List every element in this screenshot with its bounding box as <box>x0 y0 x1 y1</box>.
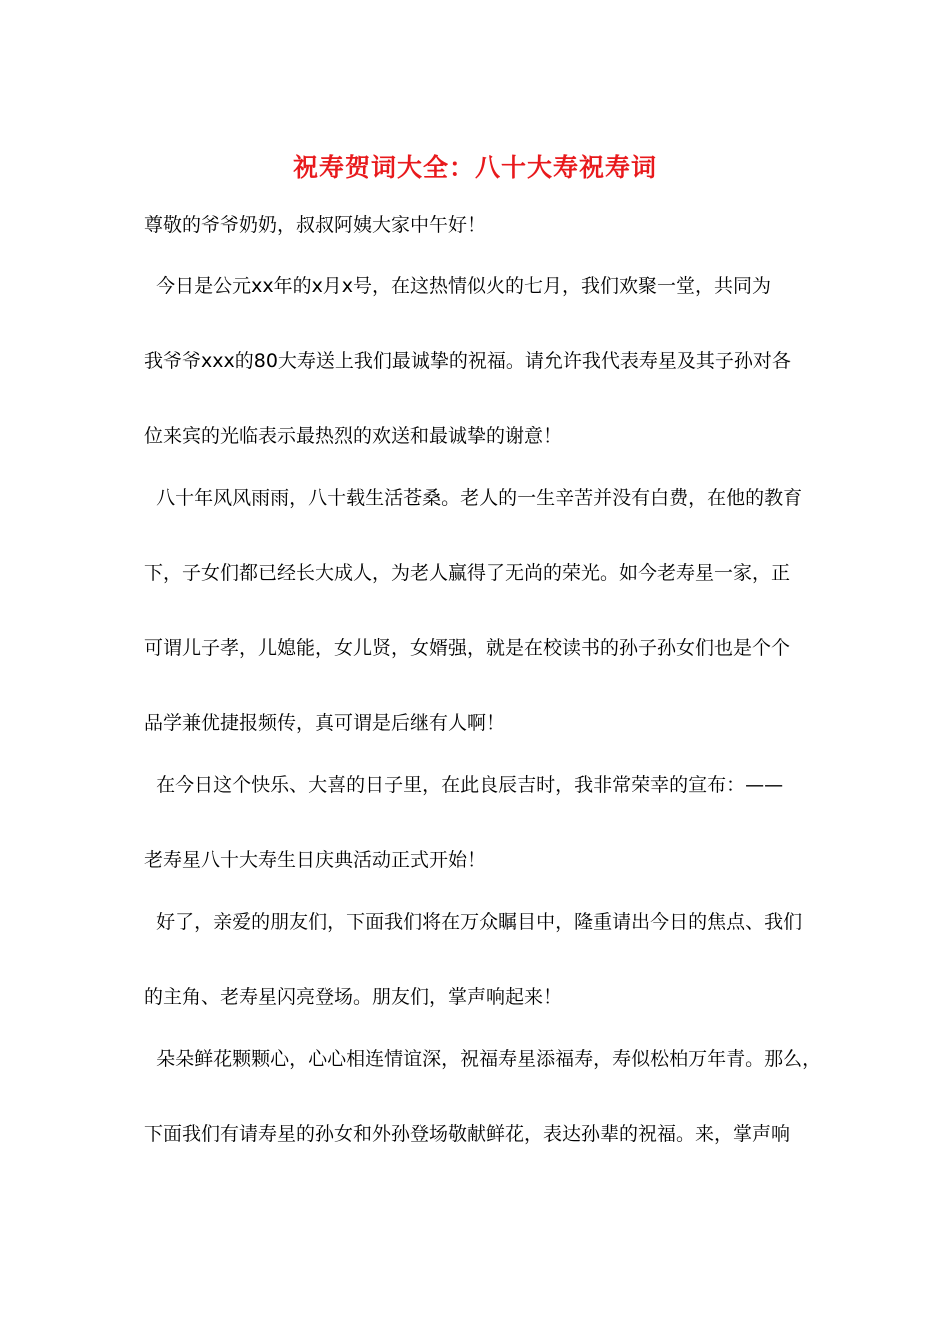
text-line: 我爷爷xxx的80大寿送上我们最诚挚的祝福。请允许我代表寿星及其子孙对各 <box>144 350 791 372</box>
text-line: 下面我们有请寿星的孙女和外孙登场敬献鲜花，表达孙辈的祝福。来，掌声响 <box>144 1123 791 1145</box>
text-line: 在今日这个快乐、大喜的日子里，在此良辰吉时，我非常荣幸的宣布：—— <box>144 774 784 796</box>
text-line: 好了，亲爱的朋友们，下面我们将在万众瞩目中，隆重请出今日的焦点、我们 <box>144 911 803 933</box>
text-line: 可谓儿子孝，儿媳能，女儿贤，女婿强，就是在校读书的孙子孙女们也是个个 <box>144 637 791 659</box>
text-line: 老寿星八十大寿生日庆典活动正式开始！ <box>144 849 487 871</box>
text-line: 今日是公元xx年的x月x号，在这热情似火的七月，我们欢聚一堂，共同为 <box>144 275 772 297</box>
document-title: 祝寿贺词大全：八十大寿祝寿词 <box>292 153 657 182</box>
text-line: 八十年风风雨雨，八十载生活苍桑。老人的一生辛苦并没有白费，在他的教育 <box>144 487 803 509</box>
text-line: 位来宾的光临表示最热烈的欢送和最诚挚的谢意！ <box>144 425 563 447</box>
text-line: 尊敬的爷爷奶奶，叔叔阿姨大家中午好！ <box>144 214 487 236</box>
text-line: 的主角、老寿星闪亮登场。朋友们，掌声响起来！ <box>144 986 563 1008</box>
text-line: 下，子女们都已经长大成人，为老人赢得了无尚的荣光。如今老寿星一家，正 <box>144 562 791 584</box>
text-line: 朵朵鲜花颗颗心，心心相连情谊深，祝福寿星添福寿，寿似松柏万年青。那么， <box>144 1048 822 1070</box>
text-line: 品学兼优捷报频传，真可谓是后继有人啊！ <box>144 712 506 734</box>
